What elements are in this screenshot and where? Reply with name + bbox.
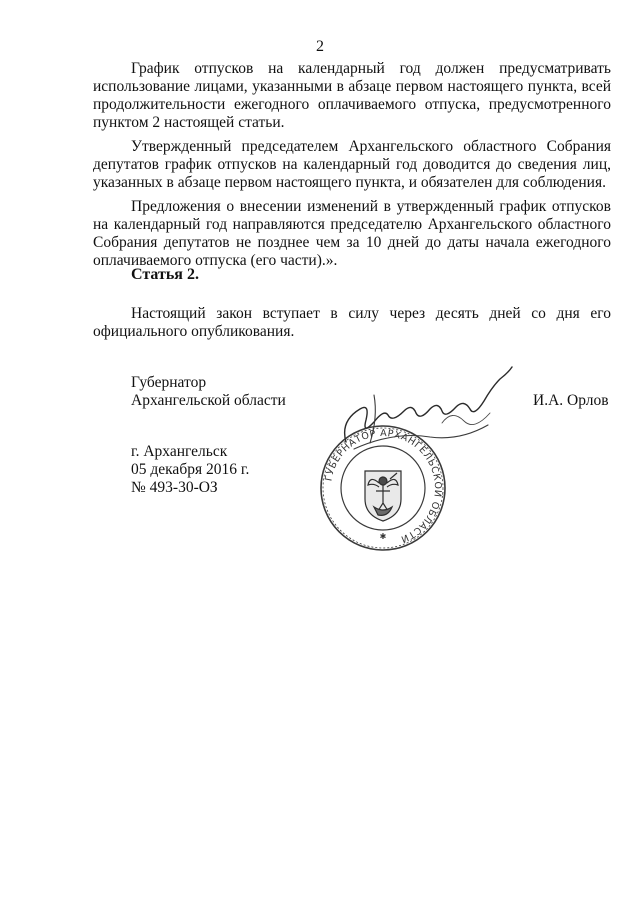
place-city: г. Архангельск xyxy=(131,443,228,460)
coat-of-arms-icon xyxy=(365,471,401,521)
article-body xyxy=(93,305,611,347)
article-heading: Статья 2. xyxy=(131,266,199,283)
paragraph-schedule-approval: Утвержденный председателем Архангельского областного Собрания депутатов график отпусков на календарный год доводится до сведения лиц, указанных в абзаце первом настоящего пункта, и обязателен для соблюдения. xyxy=(93,138,611,191)
handwritten-signature xyxy=(330,365,535,465)
place-date-number xyxy=(131,443,249,497)
svg-text:✱: ✱ xyxy=(379,532,387,541)
paragraph-schedule-changes: Предложения о внесении изменений в утвержденный график отпусков на календарный год направляются председателю Архангельского областного Собрания депутатов не позднее чем за 10 дней до даты начала ежегодного оплачиваемого отпуска (его части).». xyxy=(93,198,611,269)
signatory-name: И.А. Орлов xyxy=(533,392,609,409)
signatory-title xyxy=(131,374,286,410)
document-date: 05 декабря 2016 г. xyxy=(131,461,250,478)
seal-text: ГУБЕРНАТОР АРХАНГЕЛЬСКОЙ ОБЛАСТИ xyxy=(323,427,444,545)
article-paragraph: Настоящий закон вступает в силу через десять дней со дня его официального опубликования. xyxy=(93,305,611,340)
page-number: 2 xyxy=(316,38,324,55)
signatory-title-line1: Губернатор xyxy=(131,374,207,391)
signatory-title-line2: Архангельской области xyxy=(131,392,286,409)
document-number: № 493-30-ОЗ xyxy=(131,479,218,496)
body-text xyxy=(93,60,611,276)
paragraph-schedule-requirement: График отпусков на календарный год должен предусматривать использование лицами, указанными в абзаце первом настоящего пункта, всей продолжительности ежегодного оплачиваемого отпуска, предусмотренного пунктом 2 настоящей статьи. xyxy=(93,60,611,131)
